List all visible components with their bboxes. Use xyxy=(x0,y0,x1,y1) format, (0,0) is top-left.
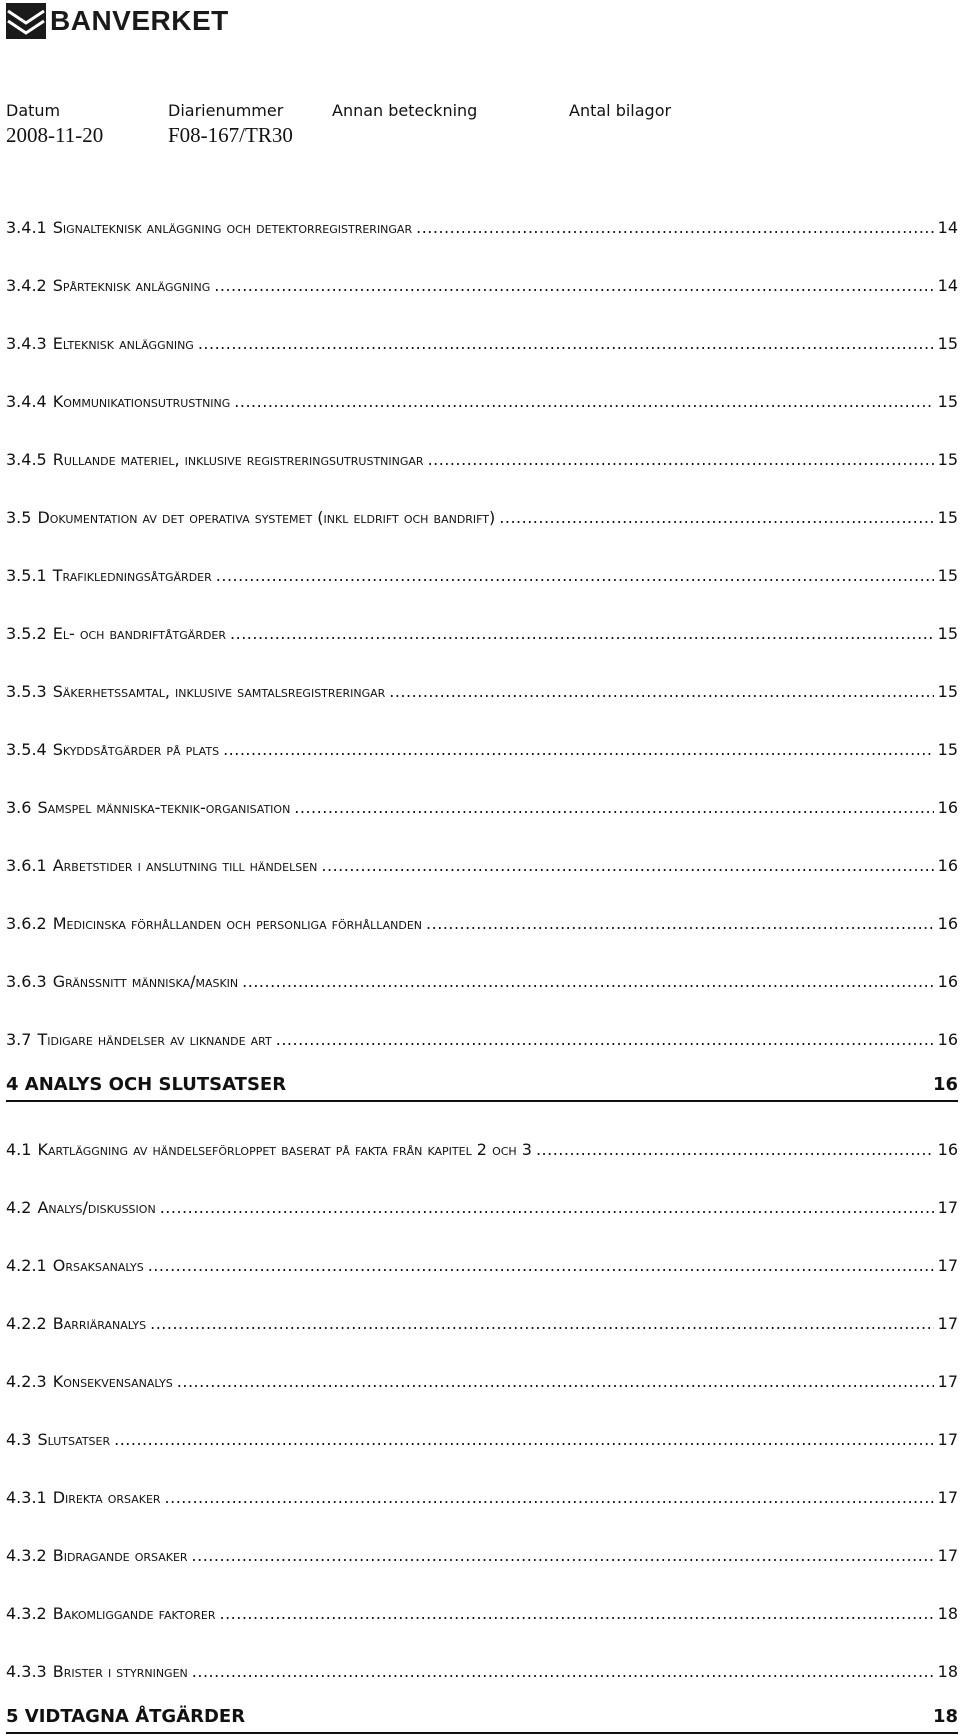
toc-entry[interactable] xyxy=(6,1030,958,1054)
toc-chapter-title: 5 VIDTAGNA ÅTGÄRDER xyxy=(6,1706,246,1727)
toc-entry-number: 3.4.5 xyxy=(6,450,47,469)
toc-entry[interactable] xyxy=(6,972,958,996)
toc-entry-page: 15 xyxy=(937,392,958,411)
toc-entry-title: Bakomliggande faktorer xyxy=(52,1604,216,1623)
toc-entry-page: 15 xyxy=(937,682,958,701)
toc-entry-title: Medicinska förhållanden och personliga förhållanden xyxy=(52,914,423,933)
toc-entry[interactable] xyxy=(6,856,958,880)
banverket-emblem-icon xyxy=(6,3,46,39)
toc-entry-page: 17 xyxy=(937,1546,958,1565)
toc-dot-leader xyxy=(214,276,933,295)
toc-entry-page: 15 xyxy=(937,624,958,643)
toc-dot-leader xyxy=(192,1662,934,1681)
toc-entry-page: 15 xyxy=(937,450,958,469)
toc-entry-page: 15 xyxy=(937,334,958,353)
toc-dot-leader xyxy=(230,624,934,643)
toc-entry-page: 15 xyxy=(937,740,958,759)
toc-entry-number: 4.3.2 xyxy=(6,1546,47,1565)
toc-entry-page: 18 xyxy=(937,1662,958,1681)
toc-entry-number: 3.5.1 xyxy=(6,566,47,585)
toc-entry-page: 17 xyxy=(937,1488,958,1507)
toc-entry-number: 4.2.1 xyxy=(6,1256,47,1275)
toc-entry-page: 17 xyxy=(937,1256,958,1275)
toc-entry[interactable] xyxy=(6,1488,958,1512)
toc-entry-title: Skyddsåtgärder på plats xyxy=(52,740,220,759)
toc-entry-title: Direkta orsaker xyxy=(52,1488,161,1507)
toc-dot-leader xyxy=(389,682,933,701)
toc-entry-title: Samspel människa-teknik-organisation xyxy=(37,798,291,817)
toc-entry-page: 17 xyxy=(937,1372,958,1391)
toc-entry[interactable] xyxy=(6,1430,958,1454)
toc-entry-number: 3.6.2 xyxy=(6,914,47,933)
toc-chapter-heading[interactable] xyxy=(6,1074,958,1102)
toc-dot-leader xyxy=(177,1372,934,1391)
toc-dot-leader xyxy=(114,1430,934,1449)
toc-entry-title: Säkerhetssamtal, inklusive samtalsregistreringar xyxy=(52,682,386,701)
toc-entry[interactable] xyxy=(6,682,958,706)
toc-entry[interactable] xyxy=(6,1198,958,1222)
diarienummer-value: F08-167/TR30 xyxy=(168,123,293,147)
toc-entry-number: 3.4.3 xyxy=(6,334,47,353)
toc-entry-page: 16 xyxy=(937,856,958,875)
toc-entry[interactable] xyxy=(6,508,958,532)
toc-entry[interactable] xyxy=(6,1256,958,1280)
toc-entry[interactable] xyxy=(6,1546,958,1570)
toc-dot-leader xyxy=(499,508,933,527)
toc-dot-leader xyxy=(165,1488,934,1507)
toc-entry[interactable] xyxy=(6,1314,958,1338)
toc-entry[interactable] xyxy=(6,1372,958,1396)
antal-bilagor-label: Antal bilagor xyxy=(569,101,672,120)
toc-entry-title: Analys/diskussion xyxy=(37,1198,156,1217)
toc-entry-number: 4.3 xyxy=(6,1430,32,1449)
toc-entry-number: 3.4.1 xyxy=(6,218,47,237)
toc-entry-number: 3.6.1 xyxy=(6,856,47,875)
toc-dot-leader xyxy=(321,856,933,875)
toc-entry-title: Bidragande orsaker xyxy=(52,1546,188,1565)
toc-entry[interactable] xyxy=(6,450,958,474)
toc-dot-leader xyxy=(219,1604,933,1623)
toc-entry-title: Brister i styrningen xyxy=(52,1662,188,1681)
annan-beteckning-label: Annan beteckning xyxy=(332,101,478,120)
toc-chapter-heading[interactable] xyxy=(6,1706,958,1734)
toc-dot-leader xyxy=(276,1030,934,1049)
toc-entry-number: 4.3.3 xyxy=(6,1662,47,1681)
toc-entry-number: 3.6.3 xyxy=(6,972,47,991)
toc-entry-title: Barriäranalys xyxy=(52,1314,147,1333)
toc-dot-leader xyxy=(192,1546,934,1565)
toc-entry-page: 16 xyxy=(937,798,958,817)
toc-entry[interactable] xyxy=(6,276,958,300)
toc-entry-number: 4.3.1 xyxy=(6,1488,47,1507)
toc-entry[interactable] xyxy=(6,798,958,822)
toc-entry-number: 3.7 xyxy=(6,1030,32,1049)
toc-entry-title: Rullande materiel, inklusive registreringsutrustningar xyxy=(52,450,424,469)
toc-entry-number: 4.2.2 xyxy=(6,1314,47,1333)
toc-entry-title: Signalteknisk anläggning och detektorregistreringar xyxy=(52,218,413,237)
toc-chapter-title: 4 ANALYS OCH SLUTSATSER xyxy=(6,1074,287,1095)
toc-dot-leader xyxy=(234,392,933,411)
toc-entry-title: Konsekvensanalys xyxy=(52,1372,173,1391)
toc-entry-number: 3.4.2 xyxy=(6,276,47,295)
toc-entry-title: Elteknisk anläggning xyxy=(52,334,194,353)
toc-entry[interactable] xyxy=(6,334,958,358)
toc-dot-leader xyxy=(428,450,934,469)
toc-chapter-page: 16 xyxy=(932,1074,958,1095)
toc-entry[interactable] xyxy=(6,624,958,648)
toc-entry-number: 3.5 xyxy=(6,508,32,527)
toc-entry-title: Arbetstider i anslutning till händelsen xyxy=(52,856,318,875)
toc-entry-title: Dokumentation av det operativa systemet (inkl eldrift och bandrift) xyxy=(37,508,496,527)
toc-entry[interactable] xyxy=(6,1604,958,1628)
banverket-logo xyxy=(6,0,229,42)
toc-entry-title: Tidigare händelser av liknande art xyxy=(37,1030,272,1049)
toc-entry-number: 3.5.2 xyxy=(6,624,47,643)
toc-entry-title: Gränssnitt människa/maskin xyxy=(52,972,239,991)
toc-dot-leader xyxy=(160,1198,934,1217)
toc-dot-leader xyxy=(536,1140,934,1159)
toc-entry-title: Slutsatser xyxy=(37,1430,111,1449)
toc-dot-leader xyxy=(223,740,934,759)
toc-entry[interactable] xyxy=(6,392,958,416)
toc-entry-title: Kartläggning av händelseförloppet baserat på fakta från kapitel 2 och 3 xyxy=(37,1140,532,1159)
toc-entry-title: Orsaksanalys xyxy=(52,1256,144,1275)
toc-dot-leader xyxy=(294,798,933,817)
toc-entry-number: 3.6 xyxy=(6,798,32,817)
datum-label: Datum xyxy=(6,101,61,120)
toc-entry-page: 18 xyxy=(937,1604,958,1623)
toc-entry-page: 15 xyxy=(937,508,958,527)
toc-entry-page: 17 xyxy=(937,1430,958,1449)
toc-dot-leader xyxy=(148,1256,934,1275)
toc-entry-number: 4.3.2 xyxy=(6,1604,47,1623)
toc-chapter-page: 18 xyxy=(932,1706,958,1727)
toc-entry-page: 14 xyxy=(937,276,958,295)
toc-entry[interactable] xyxy=(6,566,958,590)
toc-entry-page: 17 xyxy=(937,1314,958,1333)
toc-entry-title: Spårteknisk anläggning xyxy=(52,276,211,295)
toc-entry-number: 4.2.3 xyxy=(6,1372,47,1391)
toc-dot-leader xyxy=(242,972,933,991)
toc-entry-page: 16 xyxy=(937,972,958,991)
toc-entry-number: 4.1 xyxy=(6,1140,32,1159)
diarienummer-label: Diarienummer xyxy=(168,101,284,120)
toc-entry-page: 16 xyxy=(937,1030,958,1049)
toc-entry-number: 3.5.4 xyxy=(6,740,47,759)
toc-entry-page: 16 xyxy=(937,1140,958,1159)
datum-value: 2008-11-20 xyxy=(6,123,104,147)
toc-entry-page: 17 xyxy=(937,1198,958,1217)
toc-entry[interactable] xyxy=(6,740,958,764)
toc-dot-leader xyxy=(198,334,934,353)
toc-entry-title: El- och bandriftåtgärder xyxy=(52,624,227,643)
toc-dot-leader xyxy=(416,218,934,237)
toc-dot-leader xyxy=(426,914,934,933)
toc-entry[interactable] xyxy=(6,1662,958,1686)
toc-entry-number: 3.4.4 xyxy=(6,392,47,411)
toc-entry-number: 3.5.3 xyxy=(6,682,47,701)
toc-entry-page: 16 xyxy=(937,914,958,933)
toc-entry[interactable] xyxy=(6,1140,958,1164)
toc-entry-title: Kommunikationsutrustning xyxy=(52,392,231,411)
toc-entry[interactable] xyxy=(6,914,958,938)
toc-entry-number: 4.2 xyxy=(6,1198,32,1217)
toc-entry-title: Trafikledningsåtgärder xyxy=(52,566,212,585)
toc-entry-page: 15 xyxy=(937,566,958,585)
toc-dot-leader xyxy=(150,1314,934,1333)
toc-entry-page: 14 xyxy=(937,218,958,237)
logo-text: BANVERKET xyxy=(50,5,229,36)
toc-entry[interactable] xyxy=(6,218,958,242)
toc-dot-leader xyxy=(216,566,934,585)
